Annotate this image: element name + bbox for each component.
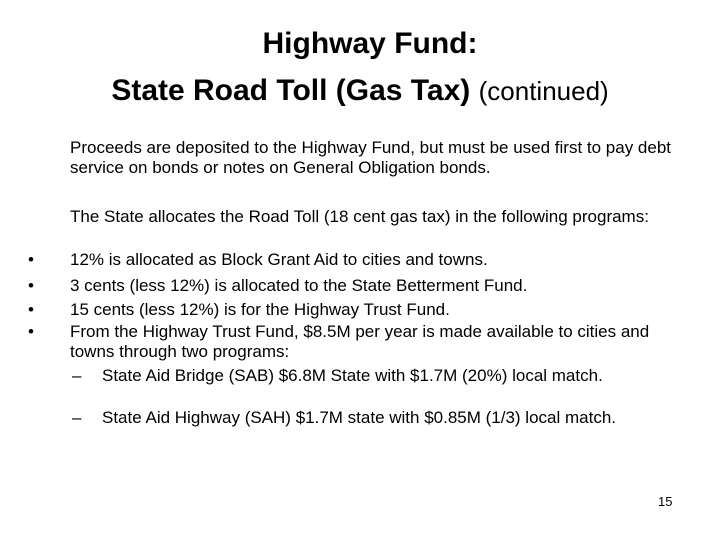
page-number: 15 [658, 494, 673, 509]
slide-title-line2 [0, 73, 720, 109]
slide-title-line1: Highway Fund: [262, 27, 478, 60]
bullet-icon: • [28, 250, 34, 269]
bullet-icon: • [28, 276, 34, 295]
dash-icon: – [72, 408, 82, 427]
sub-bullet-text: State Aid Highway (SAH) $1.7M state with $0.85M (1/3) local match. [102, 408, 617, 427]
bullet-item [28, 250, 690, 270]
allocation-intro: The State allocates the Road Toll (18 cent gas tax) in the following programs: [70, 207, 649, 226]
bullet-icon: • [28, 300, 34, 319]
bullet-item [28, 322, 690, 362]
bullet-icon: • [28, 322, 34, 341]
slide-title-suffix: (continued) [478, 76, 609, 106]
slide-title-main: State Road Toll (Gas Tax) [111, 74, 471, 107]
sub-bullet-text: State Aid Bridge (SAB) $6.8M State with $1.7M (20%) local match. [102, 366, 603, 385]
dash-icon: – [72, 366, 82, 385]
bullet-text: 12% is allocated as Block Grant Aid to cities and towns. [70, 250, 488, 269]
bullet-text: 3 cents (less 12%) is allocated to the State Betterment Fund. [70, 276, 528, 295]
sub-bullet-item [72, 366, 692, 386]
bullet-text: 15 cents (less 12%) is for the Highway Trust Fund. [70, 300, 450, 319]
bullet-item [28, 300, 690, 320]
bullet-item [28, 276, 690, 296]
intro-paragraph: Proceeds are deposited to the Highway Fund, but must be used first to pay debt service on bonds or notes on General Obligation bonds. [70, 138, 672, 177]
bullet-text: From the Highway Trust Fund, $8.5M per year is made available to cities and towns through two programs: [70, 322, 650, 361]
sub-bullet-item [72, 408, 692, 428]
